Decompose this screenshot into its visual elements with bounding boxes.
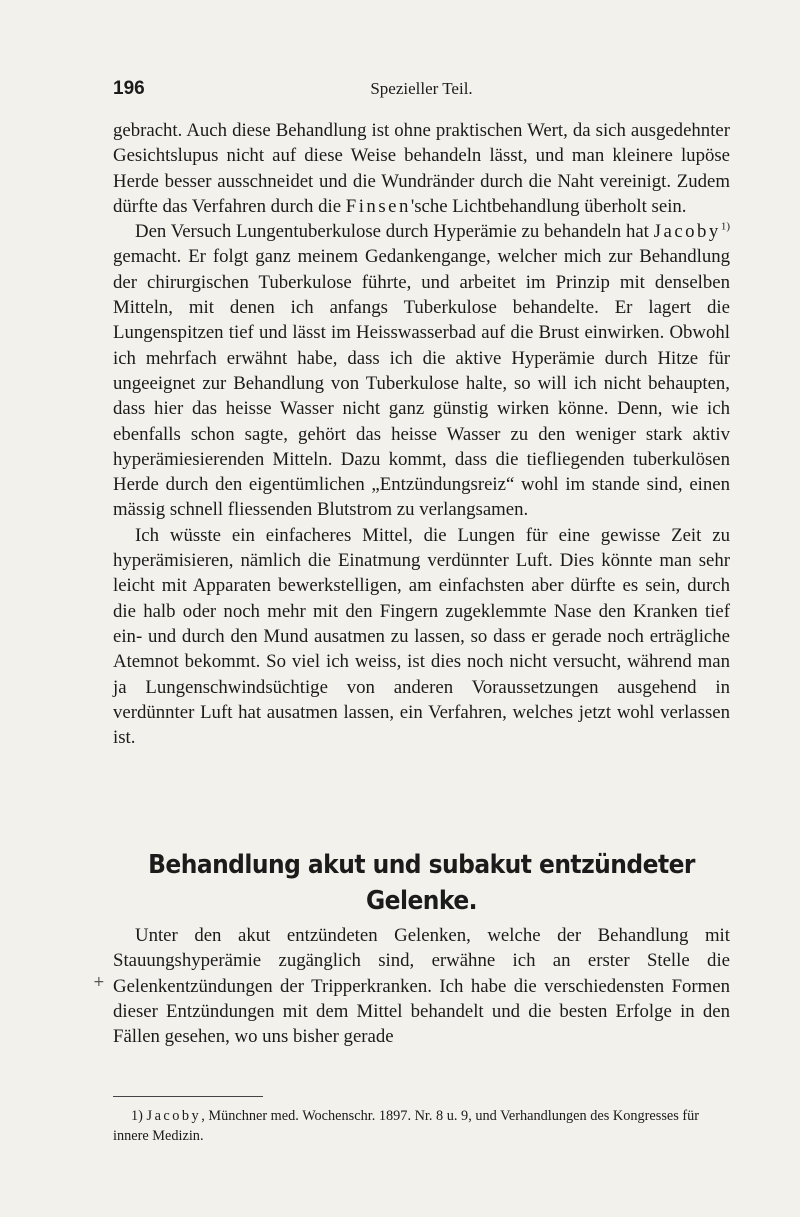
margin-mark: + [93, 974, 105, 990]
running-title: Spezieller Teil. [370, 79, 473, 98]
section-heading: Behandlung akut und subakut entzündeter Gelenke. [148, 850, 695, 916]
paragraph-2-lead: Den Versuch Lungentuberkulose durch Hyperämie zu behandeln hat [135, 221, 649, 243]
page-number: 196 [113, 78, 145, 99]
paragraph-2-text: gemacht. Er folgt ganz meinem Gedankengange, welcher mich zur Behandlung der chirurgischen Tuberkulose führte, und arbeitet im Prinzip mit denselben Mitteln, mit denen ich anfangs Tuberkulose behandelte. Er lagert die Lungenspitzen tief und lässt im Heisswasserbad auf die Brust einwirken. Obwohl ich mehrfach erwähnt habe, dass ich die aktive Hyperämie durch Hitze für ungeeignet zur Behandlung von Tuberkulose halte, so will ich nicht behaupten, dass hier das heisse Wasser nicht ganz günstig wirken könne. Denn, wie ich ebenfalls schon sagte, gehört das heisse Wasser zu den weniger stark aktiv hyperämiesierenden Mitteln. Dazu kommt, dass die tiefliegenden tuberkulösen Herde durch den eigentümlichen „Entzündungsreiz“ wohl im stande sind, einen mässig schnell fliessenden Blutstrom zu verlangsamen. [113, 246, 730, 521]
running-head [113, 78, 730, 102]
footnote-marker: 1) [131, 1108, 143, 1124]
footnote-reference: 1) [720, 220, 730, 233]
section-paragraph: Unter den akut entzündeten Gelenken, welche der Behandlung mit Stauungshyperämie zugänglich sind, erwähne ich an erster Stelle die Gelenkentzündungen der Tripperkranken. Ich habe die verschiedensten Formen dieser Entzündungen mit dem Mittel behandelt und die besten Erfolge in den Fällen gesehen, wo uns bisher gerade [113, 925, 730, 1048]
section-gelenke [113, 847, 730, 1049]
author-name-jacoby: Jacoby [653, 221, 721, 243]
paragraph-3: Ich wüsste ein einfacheres Mittel, die Lungen für eine gewisse Zeit zu hyperämisieren, nämlich die Einatmung verdünnter Luft. Dies könnte man sehr leicht mit Apparaten bewerkstelligen, am einfachsten aber dürfte es sein, durch die halb oder noch mehr mit den Fingern zugeklemmte Nase den Kranken tief ein- und durch den Mund ausatmen zu lassen, so dass er gerade noch erträgliche Atemnot bekommt. So viel ich weiss, ist dies noch nicht versucht, während man ja Lungenschwindsüchtige von anderen Voraussetzungen ausgehend in verdünnter Luft hat ausatmen lassen, ein Verfahren, welches jetzt wohl verlassen ist. [113, 524, 730, 749]
footnote [113, 1106, 730, 1146]
paragraph-2 [113, 219, 730, 523]
paragraph-1 [113, 118, 730, 219]
paragraph-1-text: gebracht. Auch diese Behandlung ist ohne praktischen Wert, da sich ausgedehnter Gesichtslupus nicht auf diese Weise behandeln lässt, und man kleinere lupöse Herde besser ausschneidet und die Wundränder durch die Naht vereinigt. Zudem dürfte das Verfahren durch die [113, 120, 730, 217]
footnote-author: Jacoby [146, 1108, 202, 1124]
footnote-rule [113, 1096, 263, 1097]
body-text [113, 118, 730, 750]
author-name-finsen: Finsen [345, 195, 411, 217]
paragraph-1-tail: 'sche Lichtbehandlung überholt sein. [410, 195, 687, 217]
footnote-text: , Münchner med. Wochenschr. 1897. Nr. 8 u. 9, und Verhandlungen des Kongresses für innere Medizin. [113, 1108, 700, 1144]
